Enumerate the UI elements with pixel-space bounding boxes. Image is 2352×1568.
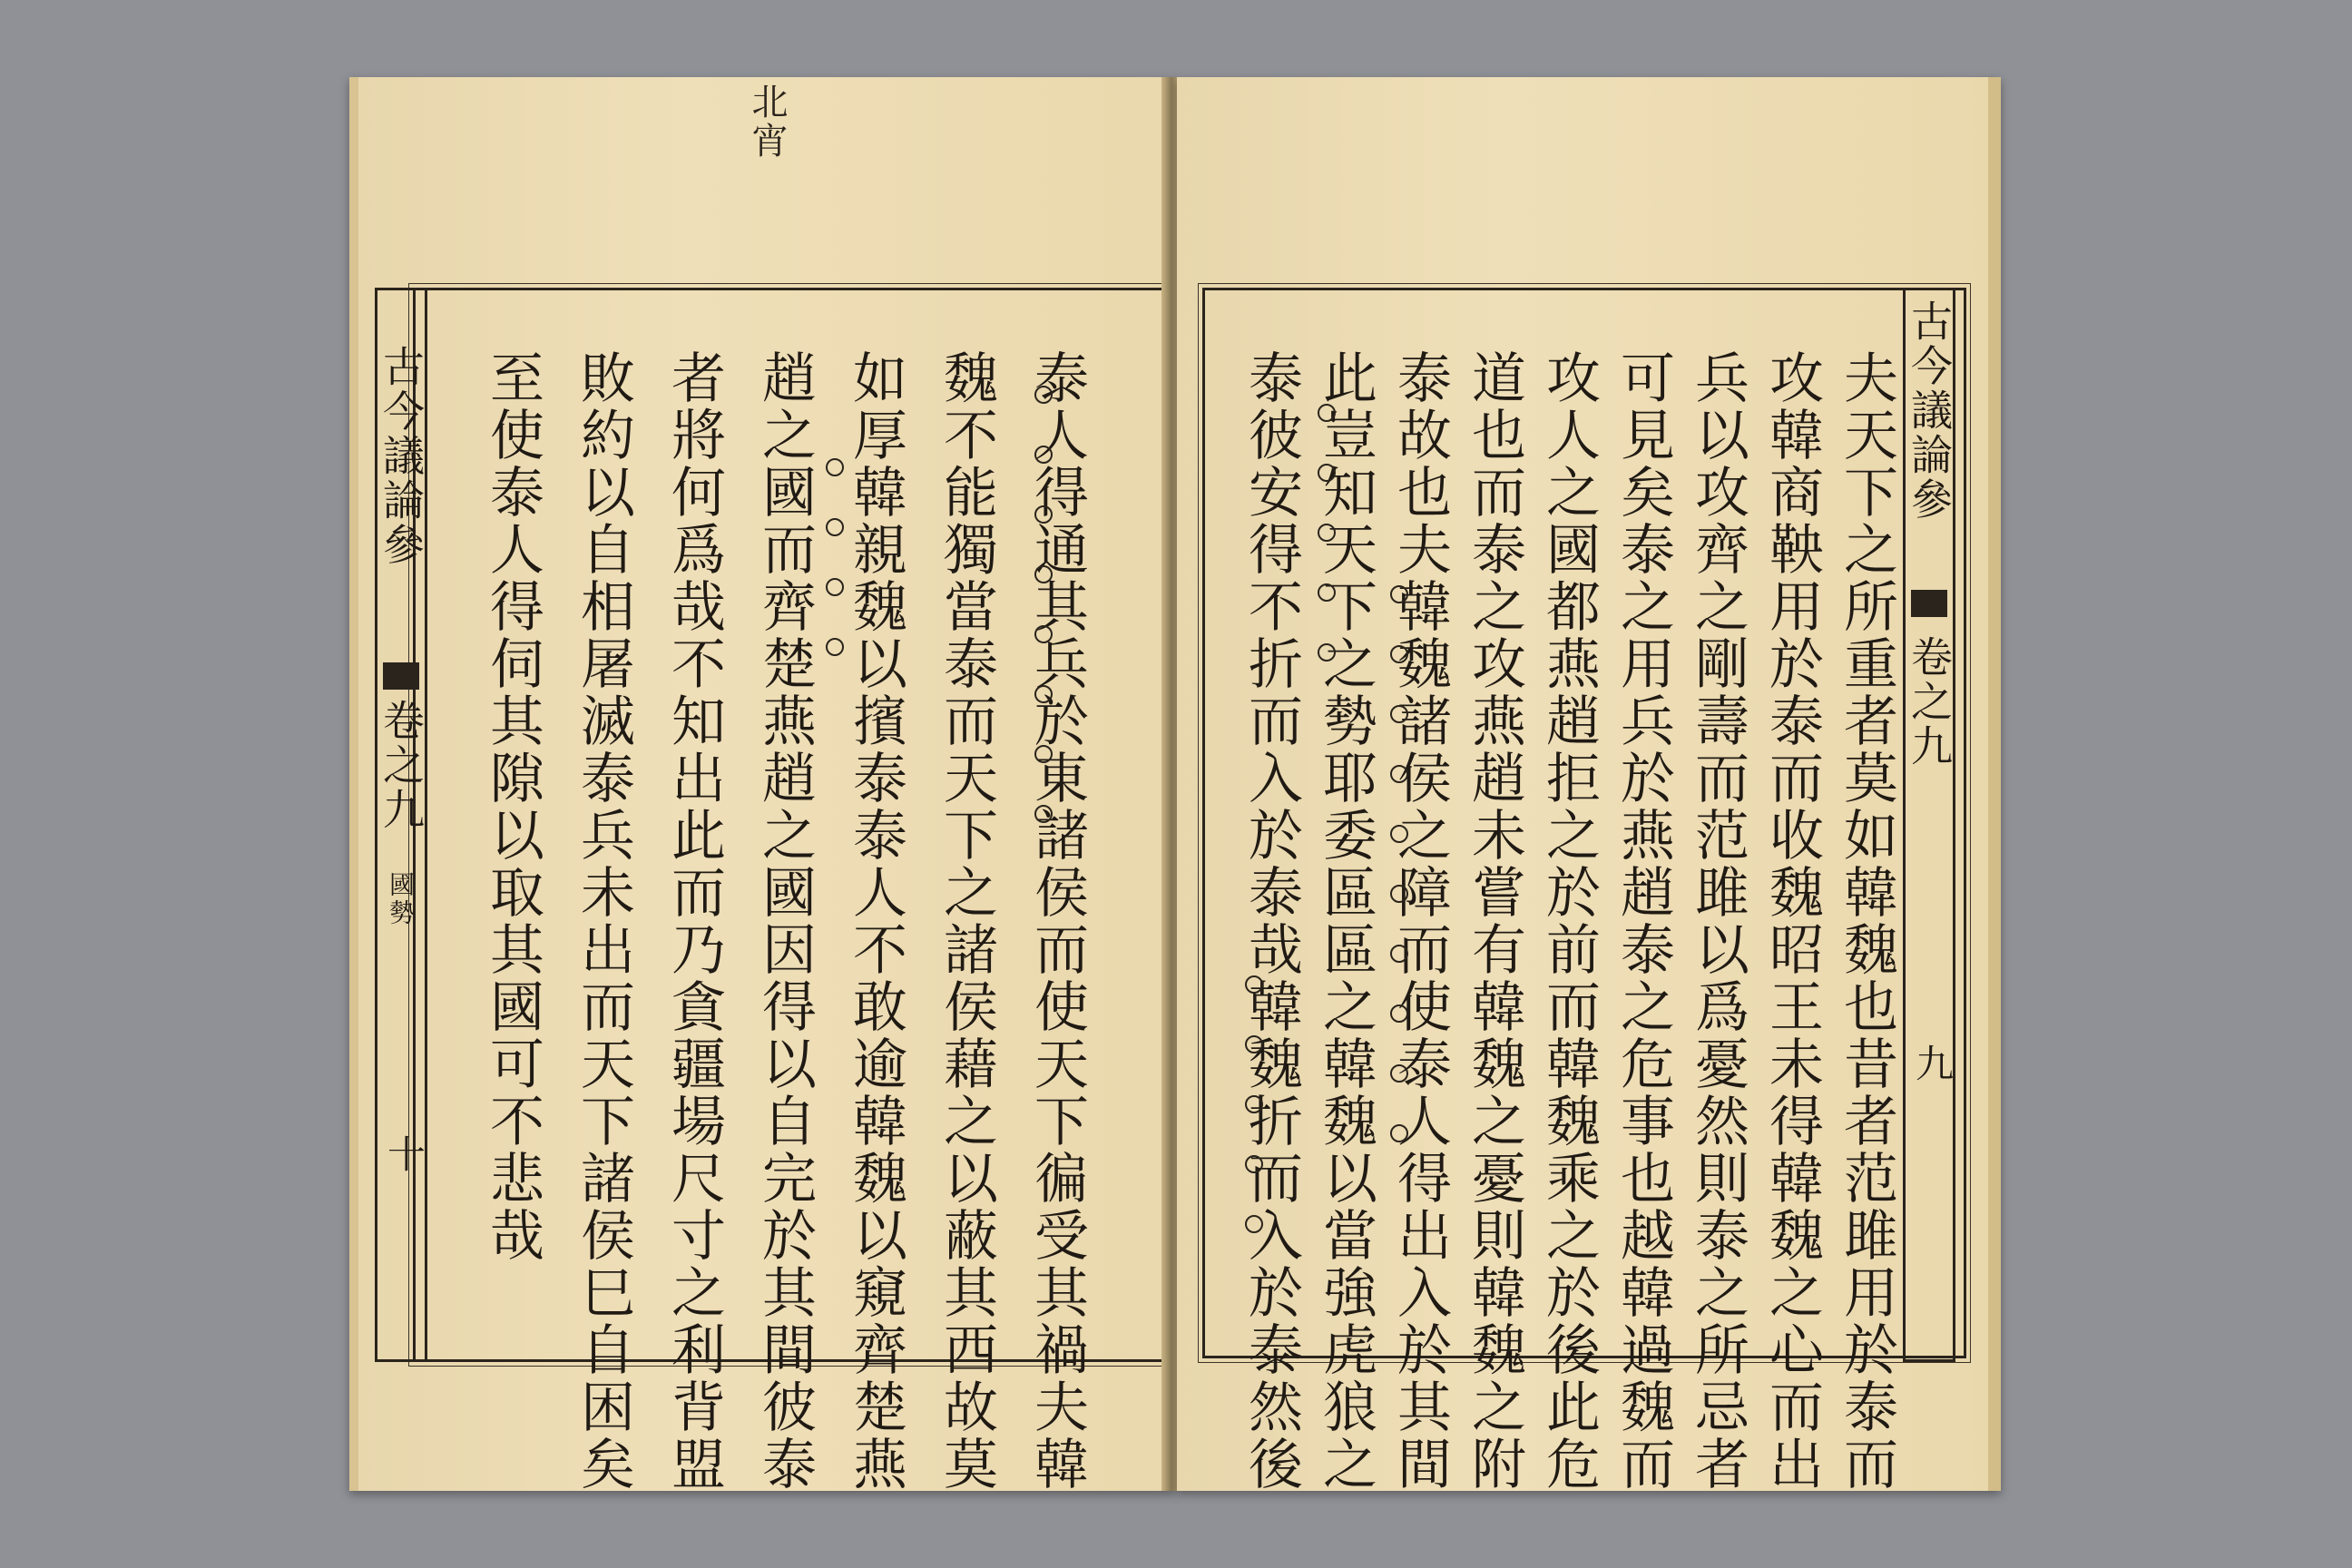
left-fold-label: 北宵 bbox=[746, 83, 788, 161]
left-text-column: 者將何爲哉不知出此而乃貪疆場尺寸之利背盟 bbox=[662, 349, 726, 1493]
left-banxin bbox=[375, 288, 427, 1362]
right-text-column: 此豈知天下之勢耶委區區之韓魏以當強虎狼之 bbox=[1314, 349, 1377, 1493]
left-text-column: 敗約以自相屠滅泰兵未出而天下諸侯巳自困矣 bbox=[572, 349, 635, 1493]
right-text-column: 道也而泰之攻燕趙未嘗有韓魏之憂則韓魏之附 bbox=[1463, 349, 1526, 1493]
left-banxin-volume: 卷之九 bbox=[377, 699, 426, 832]
right-text-column: 夫天下之所重者莫如韓魏也昔者范雎用於泰而 bbox=[1835, 349, 1898, 1493]
left-page bbox=[349, 77, 1175, 1491]
open-book bbox=[349, 77, 1988, 1491]
left-text-column: 趙之國而齊楚燕趙之國因得以自完於其間彼泰 bbox=[753, 349, 817, 1493]
right-text-column: 泰彼安得不折而入於泰哉韓魏折而入於泰然後 bbox=[1240, 349, 1303, 1493]
right-text-column: 可見矣泰之用兵於燕趙泰之危事也越韓過魏而 bbox=[1612, 349, 1675, 1493]
right-text-column: 攻人之國都燕趙拒之於前而韓魏乘之於後此危 bbox=[1537, 349, 1601, 1493]
annotation-circles bbox=[1034, 386, 1053, 865]
right-banxin-volume: 卷之九 bbox=[1905, 635, 1954, 769]
annotation-circles bbox=[1318, 404, 1336, 703]
left-text-column: 如厚韓親魏以擯泰泰人不敢逾韓魏以窺齊楚燕 bbox=[844, 349, 907, 1493]
right-fish-tail-upper bbox=[1911, 590, 1947, 617]
right-banxin-page-number: 九 bbox=[1910, 1044, 1955, 1084]
left-text-column: 泰人得通其兵於東諸侯而使天下徧受其禍夫韓 bbox=[1025, 349, 1089, 1493]
left-fish-tail-upper bbox=[383, 662, 419, 690]
right-body-text bbox=[1227, 349, 1898, 1493]
annotation-circles bbox=[826, 458, 844, 698]
left-banxin-title: 古今議論參 bbox=[377, 345, 426, 567]
left-banxin-page-number: 十 bbox=[382, 1134, 426, 1175]
right-banxin bbox=[1903, 288, 1955, 1362]
right-banxin-title: 古今議論參 bbox=[1905, 299, 1954, 522]
right-page bbox=[1177, 77, 2001, 1491]
right-text-column: 兵以攻齊之剛壽而范雎以爲憂然則泰之所忌者 bbox=[1686, 349, 1749, 1493]
right-text-column: 泰故也夫韓魏諸侯之障而使泰人得出入於其間 bbox=[1388, 349, 1452, 1493]
annotation-circles bbox=[1390, 585, 1408, 1184]
right-text-column: 攻韓商鞅用於泰而收魏昭王未得韓魏之心而出 bbox=[1760, 349, 1824, 1493]
left-text-column: 至使泰人得伺其隙以取其國可不悲哉 bbox=[481, 349, 544, 1264]
annotation-circles bbox=[1245, 975, 1263, 1275]
left-banxin-section: 國勢 bbox=[386, 871, 416, 927]
left-body-text bbox=[481, 349, 1116, 1493]
left-text-column: 魏不能獨當泰而天下之諸侯藉之以蔽其西故莫 bbox=[935, 349, 998, 1493]
